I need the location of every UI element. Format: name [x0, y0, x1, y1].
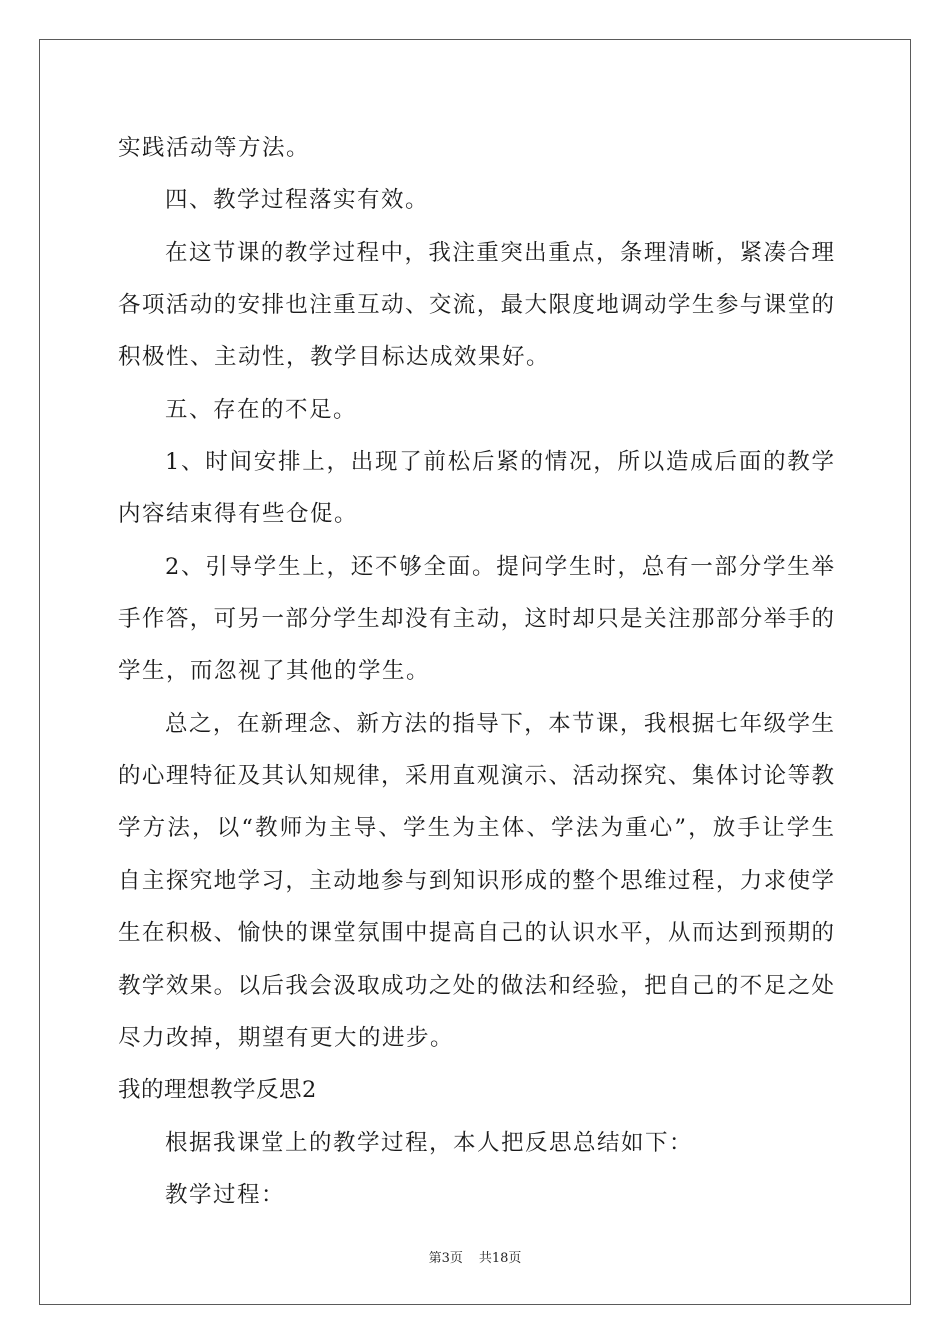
- paragraph-line: 自主探究地学习，主动地参与到知识形成的整个思维过程，力求使学: [118, 867, 834, 894]
- paragraph-line: 生在积极、愉快的课堂氛围中提高自己的认识水平，从而达到预期的: [118, 920, 834, 947]
- page-number: 第3页: [428, 1251, 463, 1266]
- section-heading: 五、存在的不足。: [165, 396, 358, 423]
- section-heading: 四、教学过程落实有效。: [165, 187, 430, 214]
- page-total: 共18页: [478, 1251, 522, 1266]
- paragraph-line: 手作答，可另一部分学生却没有主动，这时却只是关注那部分举手的: [118, 606, 834, 633]
- paragraph-line: 内容结束得有些仓促。: [118, 501, 359, 528]
- article-title: 我的理想教学反思2: [118, 1077, 317, 1104]
- paragraph-line: 实践活动等方法。: [118, 135, 311, 161]
- paragraph-line: 积极性、主动性，教学目标达成效果好。: [118, 344, 551, 371]
- paragraph-line: 教学过程：: [165, 1181, 286, 1208]
- paragraph-line: 教学效果。以后我会汲取成功之处的做法和经验，把自己的不足之处: [118, 972, 834, 999]
- paragraph-line: 各项活动的安排也注重互动、交流，最大限度地调动学生参与课堂的: [118, 292, 834, 319]
- paragraph-line: 的心理特征及其认知规律，采用直观演示、活动探究、集体讨论等教: [118, 763, 834, 790]
- paragraph-line: 根据我课堂上的教学过程，本人把反思总结如下：: [165, 1129, 694, 1156]
- paragraph-line: 在这节课的教学过程中，我注重突出重点，条理清晰，紧凑合理: [165, 239, 834, 266]
- paragraph-line: 1、时间安排上，出现了前松后紧的情况，所以造成后面的教学: [165, 449, 834, 476]
- paragraph-line: 学方法，以“教师为主导、学生为主体、学法为重心”，放手让学生: [118, 815, 834, 842]
- paragraph-line: 2、引导学生上，还不够全面。提问学生时，总有一部分学生举: [165, 553, 834, 580]
- page-footer: [0, 1247, 950, 1266]
- paragraph-line: 尽力改掉，期望有更大的进步。: [118, 1024, 455, 1051]
- paragraph-line: 学生，而忽视了其他的学生。: [118, 658, 431, 685]
- paragraph-line: 总之，在新理念、新方法的指导下，本节课，我根据七年级学生: [165, 710, 834, 737]
- document-body: [118, 122, 834, 1221]
